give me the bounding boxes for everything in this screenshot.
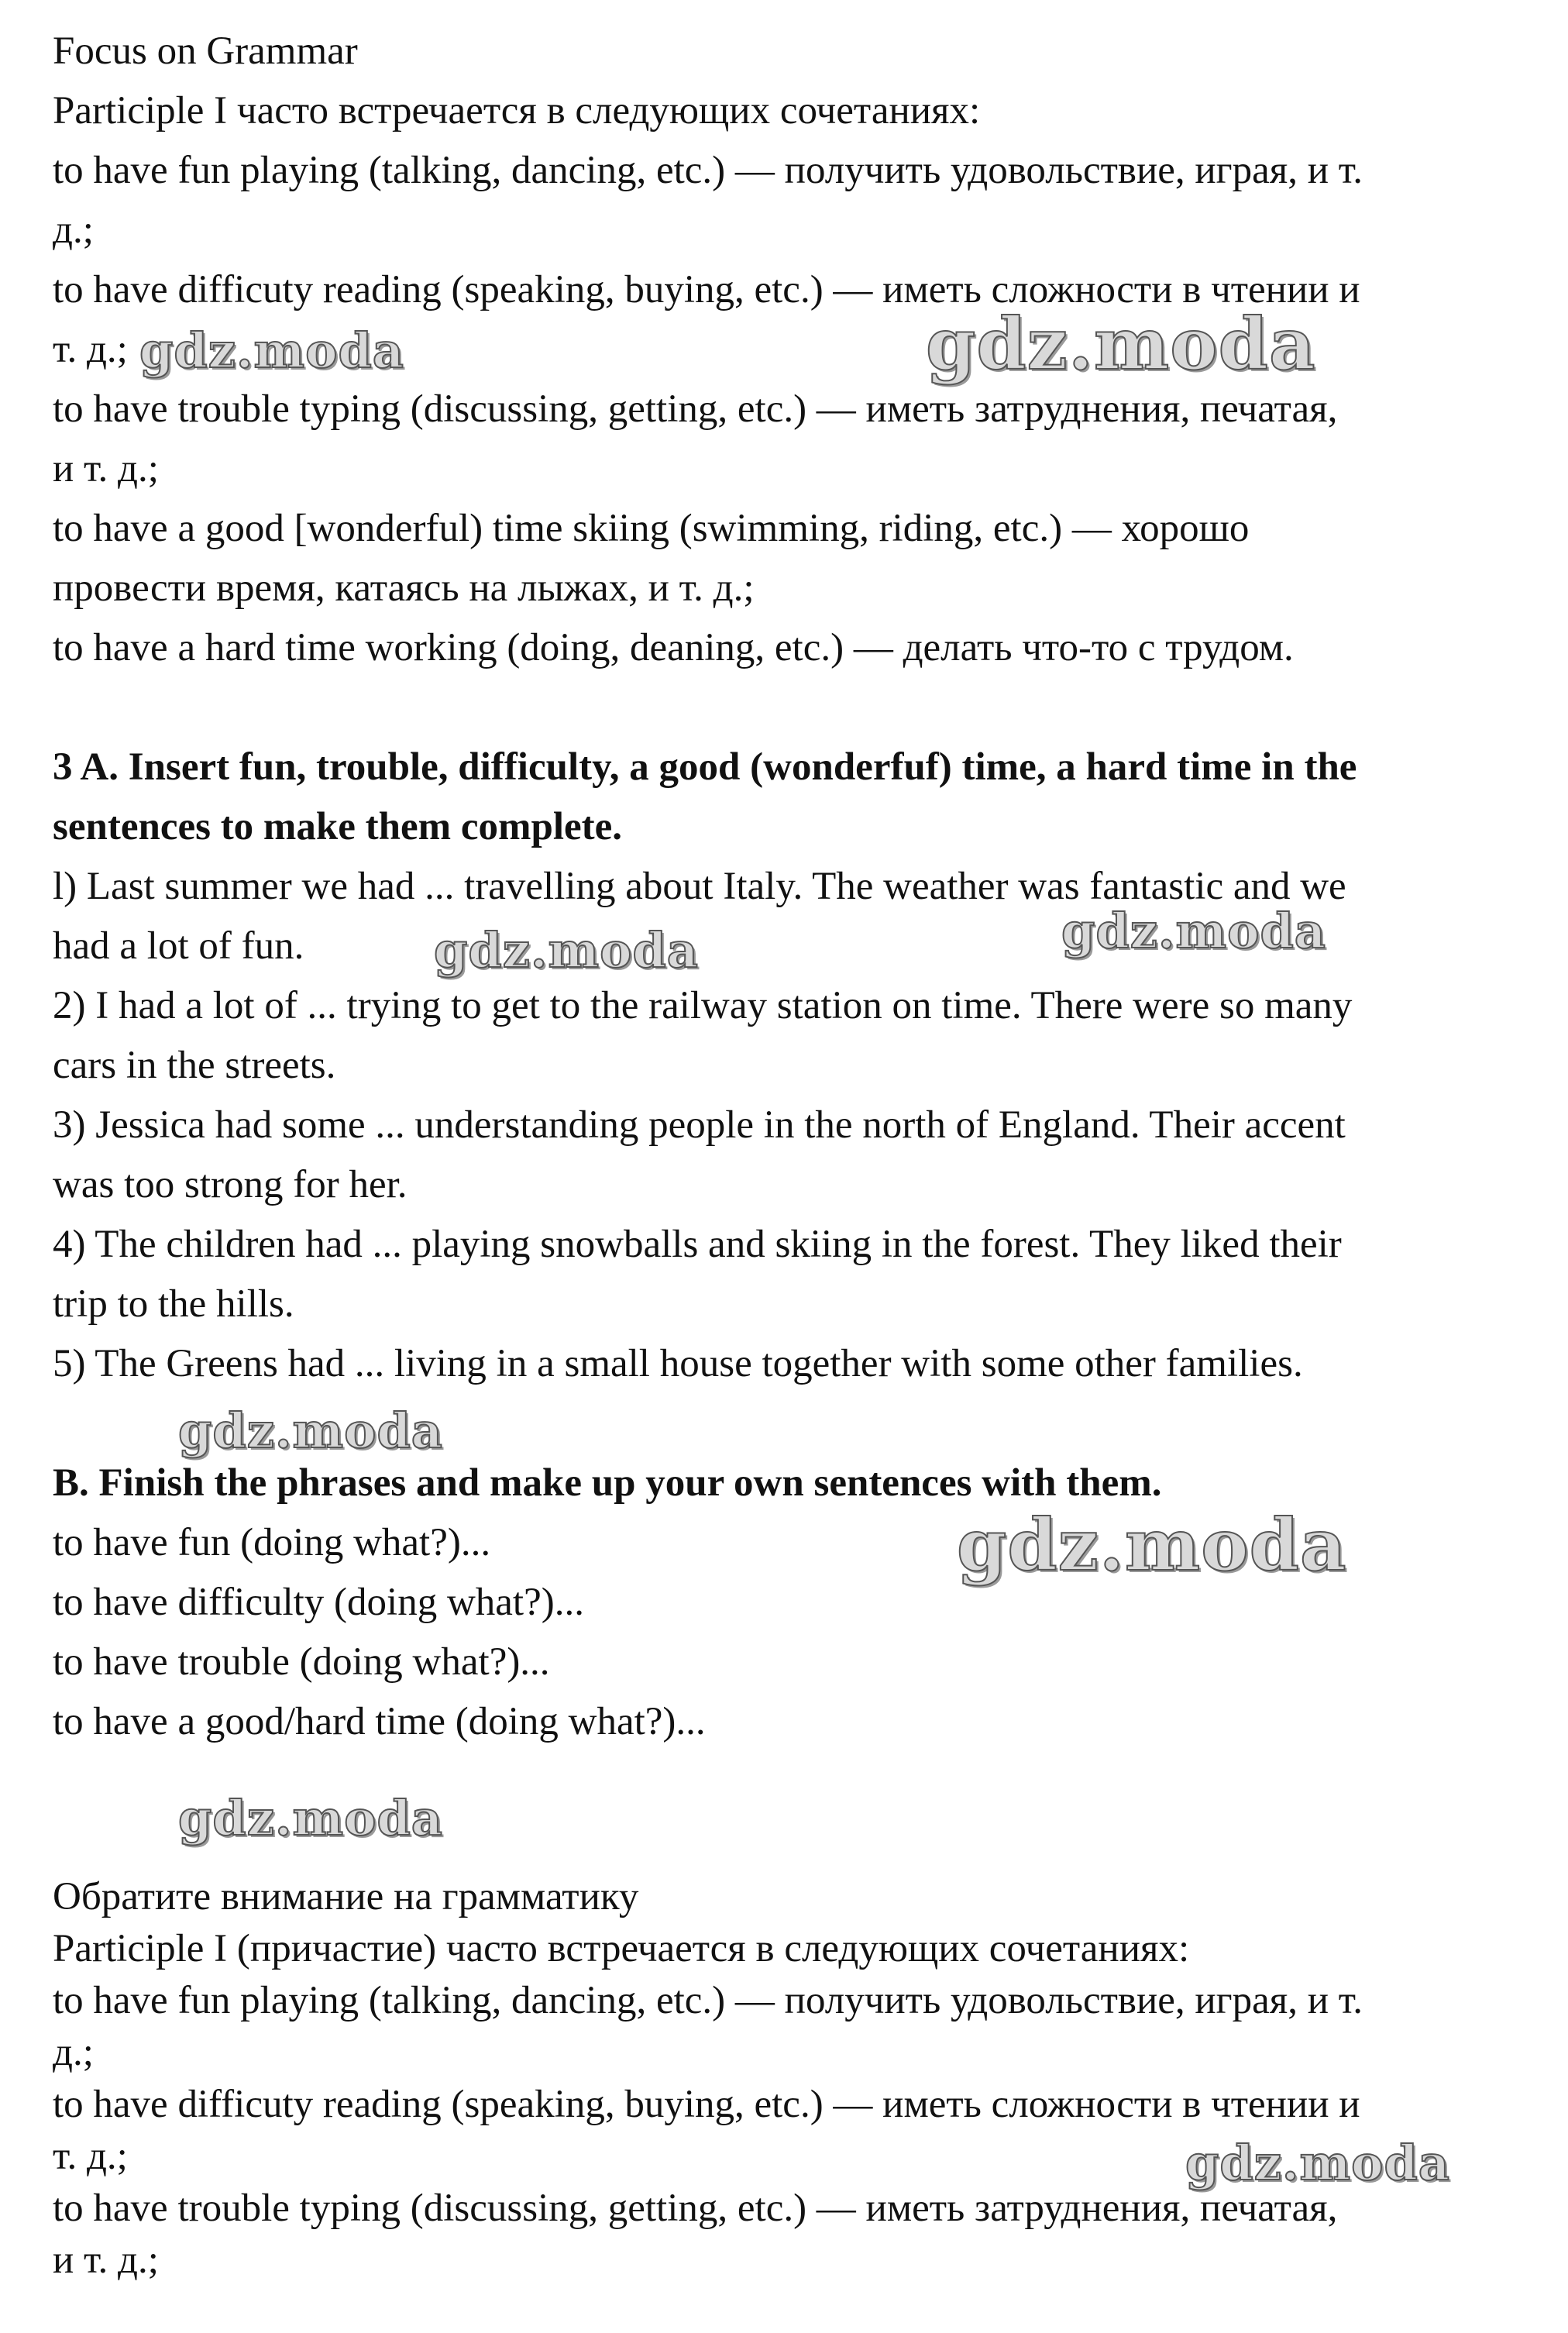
watermark: gdz.moda	[1185, 2135, 1450, 2191]
grammar-line: to have a hard time working (doing, deaning, etc.) — делать что-то с трудом.	[53, 626, 1294, 669]
exercise-line: l) Last summer we had ... travelling about Italy. The weather was fantastic and we	[53, 865, 1346, 908]
grammar-line: to have difficuty reading (speaking, buying, etc.) — иметь сложности в чтении и	[53, 268, 1360, 311]
watermark: gdz.moda	[178, 1790, 443, 1846]
grammar-line: to have trouble typing (discussing, getting, etc.) — иметь затруднения, печатая,	[53, 387, 1338, 431]
exercise-line: 3) Jessica had some ... understanding people in the north of England. Their accent	[53, 1103, 1346, 1147]
translation-line: д.;	[53, 2031, 94, 2074]
watermark: gdz.moda	[1061, 903, 1326, 959]
grammar-line: to have fun playing (talking, dancing, etc.) — получить удовольствие, играя, и т.	[53, 149, 1363, 192]
exercise-b-heading: B. Finish the phrases and make up your own sentences with them.	[53, 1461, 1162, 1505]
exercise-line: had a lot of fun.	[53, 924, 304, 968]
section-title: Focus on Grammar	[53, 29, 358, 73]
grammar-line: и т. д.;	[53, 447, 159, 490]
grammar-line: д.;	[53, 208, 94, 252]
watermark: gdz.moda	[139, 322, 404, 379]
exercise-line: 4) The children had ... playing snowballs and skiing in the forest. They liked their	[53, 1223, 1342, 1266]
watermark: gdz.moda	[434, 922, 699, 979]
exercise-line: to have fun (doing what?)...	[53, 1521, 491, 1564]
translation-intro: Participle I (причастие) часто встречается в следующих сочетаниях:	[53, 1927, 1190, 1970]
grammar-line: провести время, катаясь на лыжах, и т. д.;	[53, 566, 755, 610]
translation-line: to have fun playing (talking, dancing, etc.) — получить удовольствие, играя, и т.	[53, 1979, 1363, 2022]
exercise-line: was too strong for her.	[53, 1163, 407, 1206]
exercise-a-heading: 3 A. Insert fun, trouble, difficulty, a good (wonderfuf) time, a hard time in the	[53, 745, 1357, 789]
exercise-line: cars in the streets.	[53, 1044, 336, 1087]
translation-title: Обратите внимание на грамматику	[53, 1875, 639, 1918]
exercise-line: to have trouble (doing what?)...	[53, 1640, 550, 1684]
grammar-line: to have a good [wonderful) time skiing (swimming, riding, etc.) — хорошо	[53, 507, 1250, 550]
exercise-line: to have difficulty (doing what?)...	[53, 1581, 584, 1624]
exercise-line: trip to the hills.	[53, 1282, 294, 1326]
translation-line: to have trouble typing (discussing, getting, etc.) — иметь затруднения, печатая,	[53, 2187, 1338, 2230]
exercise-a-heading: sentences to make them complete.	[53, 805, 623, 848]
exercise-line: 5) The Greens had ... living in a small house together with some other families.	[53, 1342, 1303, 1385]
translation-line: т. д.;	[53, 2135, 128, 2178]
watermark: gdz.moda	[926, 302, 1316, 386]
grammar-line: т. д.;	[53, 328, 128, 371]
spacer	[53, 678, 1548, 738]
translation-line: to have difficuty reading (speaking, buying, etc.) — иметь сложности в чтении и	[53, 2083, 1360, 2126]
exercise-line: to have a good/hard time (doing what?)...	[53, 1700, 706, 1743]
watermark: gdz.moda	[178, 1402, 443, 1459]
grammar-intro: Participle I часто встречается в следующих сочетаниях:	[53, 89, 981, 132]
exercise-line: 2) I had a lot of ... trying to get to the railway station on time. There were so many	[53, 984, 1353, 1027]
watermark: gdz.moda	[957, 1503, 1347, 1587]
translation-line: и т. д.;	[53, 2238, 159, 2282]
